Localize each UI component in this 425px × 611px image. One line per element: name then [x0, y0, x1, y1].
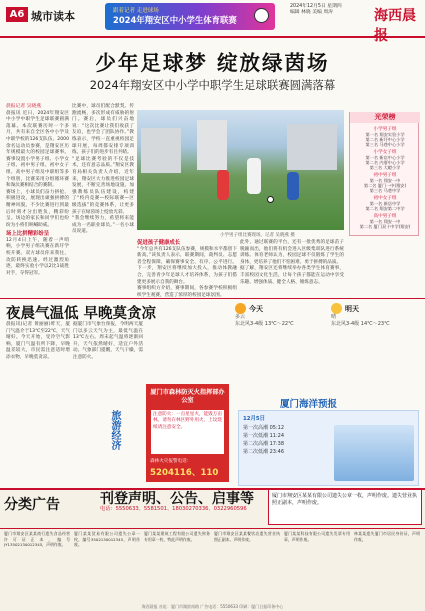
- notice-phone: 电话：5550633、5581501、18030270336、0322960596: [100, 506, 247, 512]
- results-box: [349, 112, 419, 236]
- page-header: [0, 0, 425, 44]
- results-line: 第三名 马巷中学: [369, 188, 401, 193]
- hotline-number: 5204116、110: [150, 468, 219, 478]
- results-line: 第二名 厦门一中(翔安): [363, 183, 407, 188]
- article-column-3: [137, 240, 237, 298]
- classified-item: 厦门某某科技有限公司遗失发票专用章，声明作废。: [284, 531, 350, 542]
- page-number: A6: [6, 7, 28, 22]
- results-group: 小学男子组: [373, 127, 397, 132]
- tide-table: [238, 410, 419, 486]
- article-text: 12月4日上午，随着一声哨响，小学男子组决赛在新圩学校开赛。双方球员你来我往，攻防转换迅速。经过激烈角逐，最终实验小学以2比1战胜对手，夺得冠军。: [6, 237, 69, 276]
- ad-slogan: 注意防火：一点星星火，能毁万亩林。请勿在林区野外用火，上坟烧纸请注意安全。: [151, 410, 224, 454]
- football-match-photo: [137, 110, 344, 230]
- football-icon: [254, 8, 269, 23]
- hotline-label: 森林火灾报警电话：: [150, 459, 192, 464]
- tide-date: 12月5日: [243, 416, 266, 422]
- article-text: “我会继续努力，希望将来能成为一名职业球员。”一名小球员说道。: [72, 216, 134, 235]
- article-column-1: [6, 104, 69, 277]
- weather-day-label: 明天: [345, 304, 359, 313]
- results-line: 第二名 厦门双十中学(翔安): [359, 224, 411, 229]
- classified-item: 厦门某某建筑工程有限公司遗失财务专用章一枚，特此声明作废。: [144, 531, 210, 542]
- sidebar-tag: 旅游经济: [109, 410, 120, 450]
- ball-icon: [267, 196, 274, 203]
- weather-temp: 东北风3-4级 14℃～23℃: [331, 321, 390, 327]
- issue-date: 2024年12月5日 星期四: [290, 4, 342, 9]
- weather-sky: 晴: [331, 314, 337, 320]
- main-notice: [268, 489, 422, 525]
- fire-prevention-ad: [146, 384, 229, 482]
- results-line: 第三名 马巷中心小学: [365, 142, 405, 147]
- weather-tomorrow: [331, 303, 417, 347]
- header-meta: [290, 4, 378, 17]
- article-byline: 晨报记者 吴晓燕: [6, 104, 42, 109]
- event-banner: [105, 3, 275, 30]
- tide-row: 第一次高潮 05:12: [243, 425, 284, 431]
- ad-title: 厦门市森林防灭火指挥部办公室: [150, 389, 225, 404]
- classified-grid-line: [0, 528, 425, 529]
- newspaper-logo: 海西晨报: [374, 8, 416, 44]
- weather-sky: 多云: [235, 314, 246, 320]
- classified-item: 厦门市翔安区某某餐饮店遗失营业执照正副本，声明作废。: [214, 531, 280, 542]
- tide-title: 厦门海洋预报: [280, 399, 338, 410]
- banner-title: 2024年翔安区中小学生体育联赛: [113, 15, 237, 25]
- results-group: 初中男子组: [373, 173, 397, 178]
- article-column-4: [240, 240, 344, 295]
- weather-column-1: [6, 322, 70, 482]
- sun-icon: [331, 303, 342, 314]
- results-line: 第二名 翔安第二中学: [365, 206, 405, 211]
- tide-row: 第一次低潮 11:24: [243, 433, 284, 439]
- article-subhead: 促进孩子健康成长: [137, 240, 181, 246]
- article-text: 晨报讯 近日，2024年翔安区中小学中职学生足球联赛圆满落幕。本次联赛历时一个多月，共有来自全区各中小学及中职学校的126支队伍、2000余名运动员参赛，是翔安区历年规模最大的校园足球赛事。赛事设置小学男子组、小学女子组、初中男子组、初中女子组、高中男子组及中职组等多个组别，比赛采用分组循环赛和淘汰赛相结合的赛制。: [6, 110, 69, 189]
- results-line: 第一名 翔安一中: [369, 219, 401, 224]
- results-title: 光荣榜: [350, 112, 420, 123]
- classified-title: 分类广告: [4, 497, 60, 513]
- article-text: 赛场上，小球员们奋力拼抢、积极进攻，展现出顽强拼搏的精神风貌。不少比赛进行到最后时刻才分出胜负，精彩纷呈。场边的家长和同学们也纷纷为小将们呐喊助威。: [6, 189, 69, 228]
- classified-item: 厦门某某贸易有限公司遗失公章一枚，编号3502130012345，声明作废。: [74, 531, 140, 548]
- article-text: 据了解，翔安区还将继续举办各类学生体育赛事，丰富校园文化生活，让每个孩子都能在运动中享受乐趣、增强体质、健全人格、锤炼意志。: [240, 266, 344, 285]
- banner-kicker: 跟着记者 走进球场: [113, 8, 159, 14]
- main-headline: 少年足球梦 绽放绿茵场: [95, 51, 330, 75]
- sub-headline: 2024年翔安区中小学中职学生足球联赛圆满落幕: [89, 78, 336, 92]
- results-line: 第二名 内厝中心小学: [365, 160, 405, 165]
- weather-day-label: 今天: [249, 304, 263, 313]
- results-line: 第一名 新店中心小学: [365, 155, 405, 160]
- editor-credit: 编辑 林晓 美编 周涛: [290, 10, 333, 16]
- sun-cloud-icon: [235, 303, 246, 314]
- article-text: 赛事组织方介绍，赛事期间，各参赛学校积极组织学生观赛，营造了浓厚的校园足球氛围。: [137, 286, 237, 298]
- article-text: 晨报讯(记者 黄丽丽)昨天，厦门气温介于13℃至22℃，天气晴好。今天开始，受冷空气影响，厦门气温有所下降，早晚温差较大，市民需注意适时增添衣物，早晚莫贪凉。: [6, 322, 70, 360]
- results-line: 第三名 大嶝小学: [369, 165, 401, 170]
- results-group: 小学女子组: [373, 150, 397, 155]
- weather-forecast: [235, 303, 425, 388]
- article-column-2: [72, 104, 134, 294]
- weather-today: [235, 303, 321, 347]
- results-group: 初中女子组: [373, 196, 397, 201]
- weather-column-2: [73, 322, 143, 482]
- article-text: “今年总共有126支队伍参赛，规模和水平都创下新高。”该负责人表示，联赛期间，裁判员、志愿者全程保障，确保赛事安全、有序、公平进行。下一步，翔安区将继续加大投入，推动体教融合，完善青少年足球人才培养体系，为孩子们搭建更多展示自我的舞台。: [137, 246, 237, 285]
- notice-title: 刊登声明、公告、启事等: [100, 491, 254, 507]
- article-text: 据厦门市气象台预报，今明两天厦门以多云天气为主，最低气温在13℃左右。周末起气温将逐渐回升，天气依然晴好，适宜户外活动。气象部门提醒，天气干燥，需注意防火。: [73, 322, 143, 360]
- article-text: 比赛中，球员们配合默契、传跑流畅，多次形成有威胁的射门。赛后，球员们兴奋地说：“这次比赛让我们收获了友谊，也学会了团队协作。”教练表示，学校一直重视校园足球开展，每周都安排专项训练，孩子们的进步有目共睹。: [72, 104, 134, 156]
- results-line: 第二名 新圩中心小学: [365, 137, 405, 142]
- results-line: 第一名 翔安一中: [369, 178, 401, 183]
- article-subhead: 场上比拼精彩纷呈: [6, 231, 50, 238]
- classified-item: 厦门市翔安区某某商行遗失食品经营许可证正本，编号JY13502130012345，声明作废。: [4, 531, 70, 548]
- section-title: 城市读本: [31, 10, 75, 23]
- page-footer: 海西晨报 社址：厦门市湖滨南路 广告电话：5550633 印刷：厦门日报印务中心: [141, 604, 284, 609]
- section-divider: [0, 298, 425, 299]
- classified-item: 林某某遗失厦门市居民身份证，声明作废。: [354, 531, 420, 542]
- weather-headline: 夜晨气温低 早晚莫贪凉: [6, 306, 157, 322]
- photo-caption: 小学男子组比赛现场。记者 吴晓燕 摄: [220, 233, 295, 238]
- tide-row: 第二次高潮 17:38: [243, 441, 284, 447]
- weather-temp: 东北风3-4级 13℃～22℃: [235, 321, 294, 327]
- results-line: 第一名 翔安实验小学: [365, 132, 405, 137]
- header-rule: [0, 36, 425, 38]
- article-text: 此外，通过联赛的平台，还有一批优秀的足球苗子脱颖而出，他们将有机会进入区级集训队进行系统训练。体育老师认为，校园足球不仅锻炼了学生的身体，更培养了他们不怕困难、勇于拼搏的品质。: [240, 240, 344, 265]
- results-line: 第一名 新店中学: [369, 201, 401, 206]
- tide-row: 第二次低潮 23:46: [243, 449, 284, 455]
- results-group: 高中男子组: [373, 214, 397, 219]
- article-text: “足球比赛考验的不仅是技术，还有意志品质。”翔安区教育局相关负责人介绍，近年来，翔安区大力推进校园足球发展，不断完善场地设施，加强教练员队伍建设，构建了“校内竞赛—校际联赛—区级选拔”的竞赛体系，让更多孩子在绿茵场上绽放光彩。: [72, 156, 134, 215]
- main-notice-text: 厦门市翔安区某某有限公司遗失公章一枚，声明作废。遗失营业执照正副本，声明作废。: [272, 493, 418, 506]
- sea-area-map: [334, 425, 414, 481]
